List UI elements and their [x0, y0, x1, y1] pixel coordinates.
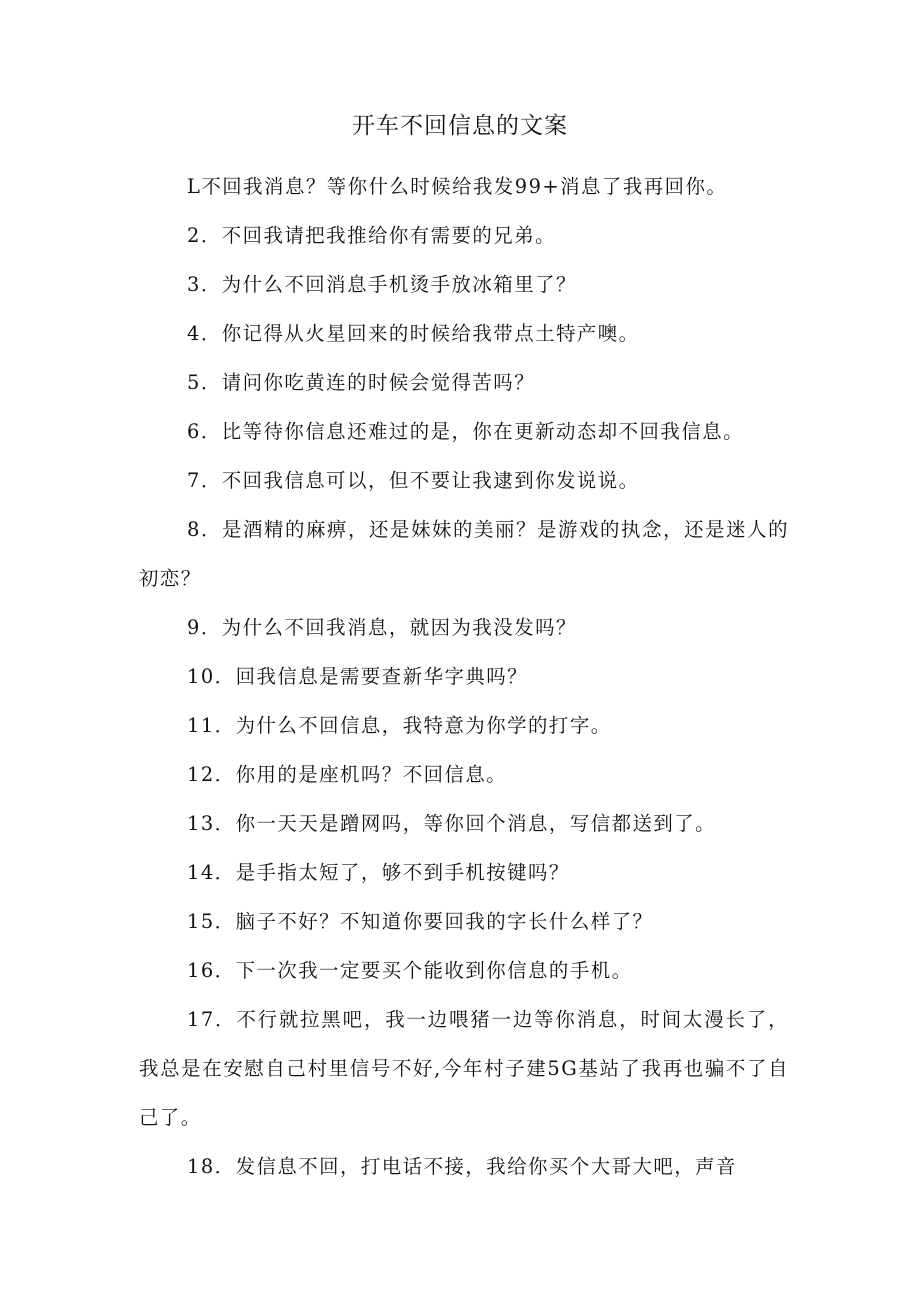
paragraph-18: 18．发信息不回，打电话不接，我给你买个大哥大吧，声音	[187, 1155, 737, 1178]
paragraph-7: 7．不回我信息可以，但不要让我逮到你发说说。	[187, 469, 640, 492]
paragraph-10: 10．回我信息是需要查新华字典吗？	[187, 665, 529, 688]
paragraph-9: 9．为什么不回我消息，就因为我没发吗？	[187, 616, 577, 639]
paragraph-3: 3．为什么不回消息手机烫手放冰箱里了？	[187, 273, 577, 296]
paragraph-2: 2．不回我请把我推给你有需要的兄弟。	[187, 224, 556, 247]
paragraph-12: 12．你用的是座机吗？不回信息。	[187, 763, 508, 786]
paragraph-16: 16．下一次我一定要买个能收到你信息的手机。	[187, 959, 633, 982]
paragraph-6: 6．比等待你信息还难过的是，你在更新动态却不回我信息。	[187, 420, 744, 443]
paragraph-4: 4．你记得从火星回来的时候给我带点土特产噢。	[187, 322, 640, 345]
paragraph-17: 17．不行就拉黑吧，我一边喂猪一边等你消息，时间太漫长了，我总是在安慰自己村里信号不好,今年村子建5G基站了我再也骗不了自己了。	[139, 1008, 789, 1129]
paragraph-11: 11．为什么不回信息，我特意为你学的打字。	[187, 714, 612, 737]
paragraph-1: L不回我消息？等你什么时候给我发99+消息了我再回你。	[187, 175, 728, 198]
paragraph-5: 5．请问你吃黄连的时候会觉得苦吗？	[187, 371, 536, 394]
paragraph-14: 14．是手指太短了，够不到手机按键吗？	[187, 861, 570, 884]
paragraph-13: 13．你一天天是蹭网吗，等你回个消息，写信都送到了。	[187, 812, 717, 835]
paragraph-8: 8．是酒精的麻痹，还是妹妹的美丽？是游戏的执念，还是迷人的初恋？	[139, 518, 789, 590]
document-body	[139, 162, 789, 1191]
document-title: 开车不回信息的文案	[352, 113, 568, 139]
paragraph-15: 15．脑子不好？不知道你要回我的字长什么样了？	[187, 910, 654, 933]
